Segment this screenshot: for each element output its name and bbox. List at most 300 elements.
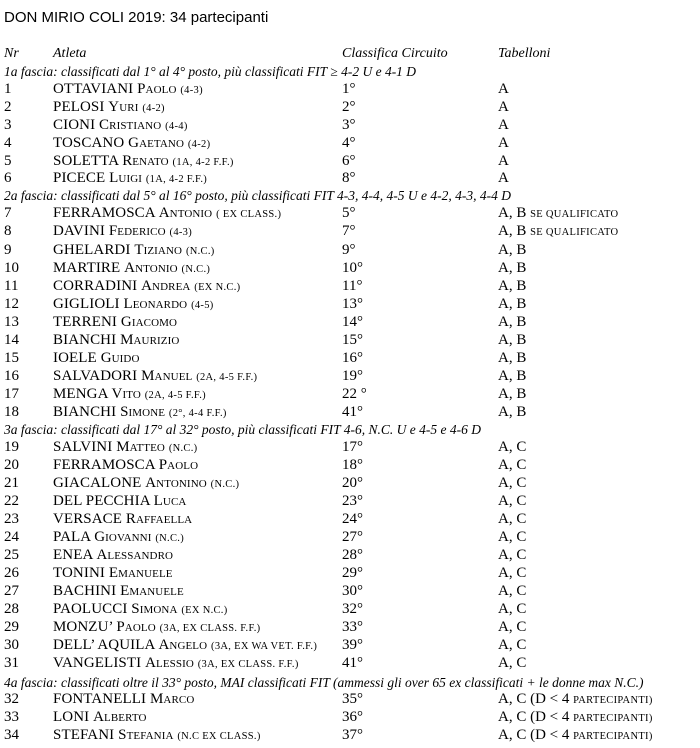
row-number: 19 xyxy=(4,439,19,455)
row-number: 2 xyxy=(4,99,12,115)
header-classifica: Classifica Circuito xyxy=(342,46,448,61)
row-number: 17 xyxy=(4,386,19,402)
draw-cell xyxy=(498,564,526,582)
draw-cell xyxy=(498,204,618,224)
circuit-position: 13° xyxy=(342,296,363,312)
circuit-position: 16° xyxy=(342,350,363,366)
athlete-surname: FERRAMOSCA xyxy=(53,205,155,221)
draw-value: A, C xyxy=(498,511,527,527)
draw-value: A, B xyxy=(498,278,527,294)
draw-value: A, C xyxy=(498,655,527,671)
athlete-ranking-note: (2A, 4-5 F.F.) xyxy=(144,390,206,401)
draw-note: SE QUALIFICATO xyxy=(530,209,619,220)
table-row xyxy=(0,385,700,403)
row-number: 11 xyxy=(4,278,19,294)
athlete-surname: CORRADINI xyxy=(53,278,138,294)
row-number: 4 xyxy=(4,135,12,151)
draw-cell xyxy=(498,169,509,187)
table-row xyxy=(0,331,700,349)
athlete-surname: MARTIRE xyxy=(53,260,121,276)
athlete-name xyxy=(53,313,177,331)
circuit-position: 35° xyxy=(342,691,363,707)
athlete-name xyxy=(53,600,228,620)
row-number: 10 xyxy=(4,260,19,276)
athlete-ranking-note: ( EX CLASS.) xyxy=(216,209,282,220)
band-heading: 3a fascia: classificati dal 17° al 32° posto, più classificati FIT 4-6, N.C. U e 4-5 e 4-6 D xyxy=(4,422,482,437)
circuit-position: 33° xyxy=(342,619,363,635)
table-row xyxy=(0,600,700,618)
row-number: 33 xyxy=(4,709,19,725)
athlete-ranking-note: (N.C.) xyxy=(155,533,184,544)
athlete-surname: GHELARDI xyxy=(53,242,131,258)
draw-cell xyxy=(498,349,526,367)
row-number: 34 xyxy=(4,727,19,743)
draw-value: A, C xyxy=(498,457,527,473)
athlete-first-name: Stefania xyxy=(118,727,174,743)
athlete-name xyxy=(53,582,184,600)
table-row xyxy=(0,528,700,546)
draw-value: A, B xyxy=(498,350,527,366)
athlete-surname: SALVADORI xyxy=(53,368,138,384)
athlete-ranking-note: (N.C EX CLASS.) xyxy=(177,731,261,742)
row-number: 13 xyxy=(4,314,19,330)
athlete-first-name: Renato xyxy=(122,153,169,169)
draw-cell xyxy=(498,385,526,403)
athlete-name xyxy=(53,222,192,242)
draw-cell xyxy=(498,546,526,564)
athlete-name xyxy=(53,690,194,708)
table-row xyxy=(0,259,700,277)
draw-cell xyxy=(498,367,526,385)
draw-value: A, C xyxy=(498,601,527,617)
draw-value: A xyxy=(498,117,509,133)
draw-cell xyxy=(498,331,526,349)
athlete-name xyxy=(53,80,203,100)
row-number: 28 xyxy=(4,601,19,617)
circuit-position: 36° xyxy=(342,709,363,725)
athlete-first-name: Luca xyxy=(153,493,187,509)
table-row xyxy=(0,116,700,134)
draw-value: A, C xyxy=(498,583,527,599)
table-row xyxy=(0,492,700,510)
athlete-name xyxy=(53,367,257,387)
athlete-first-name: Raffaella xyxy=(125,511,193,527)
athlete-name xyxy=(53,636,317,656)
draw-value: A, B xyxy=(498,368,527,384)
row-number: 25 xyxy=(4,547,19,563)
athlete-name xyxy=(53,259,210,279)
athlete-name xyxy=(53,456,198,474)
athlete-surname: PICECE xyxy=(53,170,106,186)
athlete-ranking-note: (N.C.) xyxy=(210,479,240,490)
athlete-name xyxy=(53,546,173,564)
band-heading: 2a fascia: classificati dal 5° al 16° posto, più classificati FIT 4-3, 4-4, 4-5 U e 4-2, 4-3, 4-4 D xyxy=(4,188,512,203)
athlete-ranking-note: (2°, 4-4 F.F.) xyxy=(168,408,227,419)
athlete-ranking-note: (4-2) xyxy=(187,139,211,150)
athlete-surname: DAVINI xyxy=(53,223,105,239)
circuit-position: 3° xyxy=(342,117,356,133)
table-row xyxy=(0,564,700,582)
athlete-surname: ENEA xyxy=(53,547,93,563)
circuit-position: 15° xyxy=(342,332,363,348)
circuit-position: 4° xyxy=(342,135,356,151)
athlete-ranking-note: (1A, 4-2 F.F.) xyxy=(172,157,234,168)
athlete-name xyxy=(53,618,260,638)
athlete-surname: IOELE xyxy=(53,350,97,366)
circuit-position: 5° xyxy=(342,205,356,221)
draw-cell xyxy=(498,600,526,618)
table-row xyxy=(0,152,700,170)
draw-note: PARTECIPANTI) xyxy=(573,695,653,706)
row-number: 8 xyxy=(4,223,12,239)
draw-value: A xyxy=(498,153,509,169)
athlete-first-name: Gaetano xyxy=(128,135,185,151)
table-row xyxy=(0,169,700,187)
athlete-surname: SOLETTA xyxy=(53,153,119,169)
draw-value: A, C (D < 4 xyxy=(498,709,570,725)
athlete-first-name: Giacomo xyxy=(120,314,178,330)
draw-value: A, B xyxy=(498,205,527,221)
circuit-position: 32° xyxy=(342,601,363,617)
row-number: 6 xyxy=(4,170,12,186)
draw-value: A, C xyxy=(498,529,527,545)
table-row xyxy=(0,367,700,385)
athlete-surname: MENGA xyxy=(53,386,108,402)
row-number: 26 xyxy=(4,565,19,581)
circuit-position: 18° xyxy=(342,457,363,473)
athlete-ranking-note: (3A, EX CLASS. F.F.) xyxy=(197,659,299,670)
draw-value: A, C (D < 4 xyxy=(498,727,570,743)
athlete-name xyxy=(53,134,210,154)
draw-cell xyxy=(498,690,653,710)
page-title: DON MIRIO COLI 2019: 34 partecipanti xyxy=(4,9,269,26)
header-tabelloni: Tabelloni xyxy=(498,46,551,61)
athlete-first-name: Antonio xyxy=(124,260,178,276)
athlete-first-name: Alessandro xyxy=(96,547,174,563)
draw-cell xyxy=(498,492,526,510)
draw-cell xyxy=(498,222,618,242)
athlete-ranking-note: (N.C.) xyxy=(185,246,215,257)
draw-cell xyxy=(498,654,526,672)
athlete-surname: OTTAVIANI xyxy=(53,81,134,97)
table-row xyxy=(0,241,700,259)
athlete-ranking-note: (N.C.) xyxy=(168,443,198,454)
table-row xyxy=(0,403,700,421)
row-number: 9 xyxy=(4,242,12,258)
draw-value: A, B xyxy=(498,404,527,420)
draw-cell xyxy=(498,98,509,116)
row-number: 15 xyxy=(4,350,19,366)
row-number: 32 xyxy=(4,691,19,707)
draw-cell xyxy=(498,708,653,728)
athlete-first-name: Emanuele xyxy=(120,583,184,599)
draw-value: A, C xyxy=(498,565,527,581)
circuit-position: 28° xyxy=(342,547,363,563)
row-number: 31 xyxy=(4,655,19,671)
athlete-name xyxy=(53,204,281,224)
draw-cell xyxy=(498,618,526,636)
table-row xyxy=(0,277,700,295)
row-number: 18 xyxy=(4,404,19,420)
athlete-first-name: Simona xyxy=(131,601,178,617)
table-row xyxy=(0,295,700,313)
athlete-surname: TONINI xyxy=(53,565,105,581)
row-number: 29 xyxy=(4,619,19,635)
draw-value: A, C xyxy=(498,637,527,653)
athlete-name xyxy=(53,492,186,510)
athlete-first-name: Andrea xyxy=(141,278,191,294)
athlete-first-name: Guido xyxy=(100,350,140,366)
athlete-name xyxy=(53,474,239,494)
athlete-first-name: Paolo xyxy=(116,619,156,635)
circuit-position: 30° xyxy=(342,583,363,599)
row-number: 3 xyxy=(4,117,12,133)
table-row xyxy=(0,510,700,528)
table-row xyxy=(0,636,700,654)
circuit-position: 14° xyxy=(342,314,363,330)
band-heading: 4a fascia: classificati oltre il 33° posto, MAI classificati FIT (ammessi gli over 65 ex classificati + le donne max N.C.) xyxy=(4,675,644,690)
athlete-surname: PALA xyxy=(53,529,91,545)
athlete-surname: BIANCHI xyxy=(53,332,117,348)
row-number: 7 xyxy=(4,205,12,221)
row-number: 1 xyxy=(4,81,12,97)
athlete-ranking-note: (N.C.) xyxy=(181,264,211,275)
athlete-surname: SALVINI xyxy=(53,439,113,455)
athlete-first-name: Leonardo xyxy=(123,296,188,312)
athlete-name xyxy=(53,295,214,315)
draw-value: A, C xyxy=(498,547,527,563)
row-number: 24 xyxy=(4,529,19,545)
athlete-surname: PAOLUCCI xyxy=(53,601,128,617)
draw-value: A, B xyxy=(498,242,527,258)
athlete-first-name: Tiziano xyxy=(134,242,183,258)
athlete-first-name: Alberto xyxy=(93,709,147,725)
circuit-position: 20° xyxy=(342,475,363,491)
athlete-name xyxy=(53,403,227,423)
band-heading: 1a fascia: classificati dal 1° al 4° posto, più classificati FIT ≥ 4-2 U e 4-1 D xyxy=(4,64,417,79)
draw-value: A, B xyxy=(498,314,527,330)
row-number: 16 xyxy=(4,368,19,384)
athlete-surname: STEFANI xyxy=(53,727,115,743)
table-row xyxy=(0,582,700,600)
athlete-surname: TOSCANO xyxy=(53,135,125,151)
athlete-surname: VANGELISTI xyxy=(53,655,142,671)
draw-cell xyxy=(498,313,526,331)
athlete-name xyxy=(53,528,184,548)
athlete-ranking-note: (EX N.C.) xyxy=(181,605,228,616)
row-number: 22 xyxy=(4,493,19,509)
draw-cell xyxy=(498,456,526,474)
draw-cell xyxy=(498,403,526,421)
draw-cell xyxy=(498,80,509,98)
athlete-first-name: Cristiano xyxy=(99,117,162,133)
draw-cell xyxy=(498,259,526,277)
athlete-surname: TERRENI xyxy=(53,314,118,330)
athlete-name xyxy=(53,726,261,746)
athlete-surname: FONTANELLI xyxy=(53,691,147,707)
circuit-position: 1° xyxy=(342,81,356,97)
athlete-surname: GIGLIOLI xyxy=(53,296,120,312)
athlete-ranking-note: (3A, EX WA VET. F.F.) xyxy=(211,641,318,652)
draw-value: A, C (D < 4 xyxy=(498,691,570,707)
athlete-first-name: Federico xyxy=(108,223,166,239)
circuit-position: 9° xyxy=(342,242,356,258)
table-row xyxy=(0,456,700,474)
athlete-name xyxy=(53,116,188,136)
draw-value: A, C xyxy=(498,493,527,509)
athlete-first-name: Maurizio xyxy=(120,332,180,348)
athlete-name xyxy=(53,277,240,297)
table-row xyxy=(0,618,700,636)
circuit-position: 23° xyxy=(342,493,363,509)
athlete-ranking-note: (1A, 4-2 F.F.) xyxy=(145,174,208,185)
draw-cell xyxy=(498,636,526,654)
draw-cell xyxy=(498,134,509,152)
circuit-position: 41° xyxy=(342,655,363,671)
table-row xyxy=(0,349,700,367)
athlete-name xyxy=(53,169,207,189)
athlete-name xyxy=(53,385,206,405)
athlete-first-name: Yuri xyxy=(108,99,139,115)
circuit-position: 29° xyxy=(342,565,363,581)
athlete-surname: DEL PECCHIA xyxy=(53,493,150,509)
athlete-surname: BIANCHI xyxy=(53,404,117,420)
draw-cell xyxy=(498,582,526,600)
row-number: 30 xyxy=(4,637,19,653)
draw-note: PARTECIPANTI) xyxy=(573,713,653,724)
row-number: 21 xyxy=(4,475,19,491)
table-row xyxy=(0,204,700,222)
athlete-name xyxy=(53,438,197,458)
athlete-surname: MONZU’ xyxy=(53,619,113,635)
draw-cell xyxy=(498,277,526,295)
draw-value: A, C xyxy=(498,475,527,491)
draw-value: A, B xyxy=(498,223,527,239)
athlete-first-name: Manuel xyxy=(141,368,193,384)
athlete-ranking-note: (4-5) xyxy=(191,300,214,311)
athlete-first-name: Antonino xyxy=(145,475,207,491)
draw-cell xyxy=(498,116,509,134)
draw-value: A, B xyxy=(498,296,527,312)
athlete-name xyxy=(53,510,192,528)
row-number: 23 xyxy=(4,511,19,527)
draw-value: A, B xyxy=(498,260,527,276)
athlete-name xyxy=(53,564,173,582)
athlete-name xyxy=(53,708,147,726)
circuit-position: 41° xyxy=(342,404,363,420)
table-row xyxy=(0,313,700,331)
athlete-first-name: Giovanni xyxy=(94,529,152,545)
athlete-name xyxy=(53,654,299,674)
circuit-position: 27° xyxy=(342,529,363,545)
athlete-surname: FERRAMOSCA xyxy=(53,457,155,473)
row-number: 27 xyxy=(4,583,19,599)
athlete-surname: DELL’ AQUILA xyxy=(53,637,155,653)
draw-value: A, B xyxy=(498,386,527,402)
athlete-ranking-note: (4-3) xyxy=(169,227,193,238)
circuit-position: 11° xyxy=(342,278,363,294)
draw-cell xyxy=(498,295,526,313)
athlete-name xyxy=(53,98,165,118)
athlete-first-name: Alessio xyxy=(145,655,194,671)
table-row xyxy=(0,654,700,672)
table-row xyxy=(0,474,700,492)
athlete-surname: VERSACE xyxy=(53,511,123,527)
circuit-position: 8° xyxy=(342,170,356,186)
athlete-surname: PELOSI xyxy=(53,99,105,115)
table-row xyxy=(0,438,700,456)
circuit-position: 7° xyxy=(342,223,356,239)
athlete-surname: GIACALONE xyxy=(53,475,142,491)
athlete-first-name: Emanuele xyxy=(108,565,173,581)
circuit-position: 19° xyxy=(342,368,363,384)
athlete-name xyxy=(53,331,179,349)
table-row xyxy=(0,98,700,116)
circuit-position: 37° xyxy=(342,727,363,743)
draw-cell xyxy=(498,528,526,546)
draw-value: A, B xyxy=(498,332,527,348)
draw-value: A xyxy=(498,81,509,97)
draw-cell xyxy=(498,726,653,746)
draw-cell xyxy=(498,474,526,492)
athlete-first-name: Simone xyxy=(120,404,166,420)
draw-value: A, C xyxy=(498,619,527,635)
table-row xyxy=(0,726,700,744)
row-number: 14 xyxy=(4,332,19,348)
draw-note: PARTECIPANTI) xyxy=(573,731,653,742)
draw-cell xyxy=(498,241,526,259)
draw-value: A xyxy=(498,99,509,115)
circuit-position: 22 ° xyxy=(342,386,367,402)
draw-cell xyxy=(498,438,526,456)
row-number: 12 xyxy=(4,296,19,312)
table-row xyxy=(0,708,700,726)
draw-note: SE QUALIFICATO xyxy=(530,227,619,238)
athlete-first-name: Paolo xyxy=(137,81,177,97)
circuit-position: 17° xyxy=(342,439,363,455)
circuit-position: 39° xyxy=(342,637,363,653)
table-row xyxy=(0,546,700,564)
draw-cell xyxy=(498,510,526,528)
athlete-ranking-note: (2A, 4-5 F.F.) xyxy=(196,372,258,383)
header-nr: Nr xyxy=(4,46,19,61)
athlete-name xyxy=(53,241,215,261)
athlete-first-name: Vito xyxy=(111,386,141,402)
athlete-first-name: Angelo xyxy=(158,637,208,653)
athlete-first-name: Matteo xyxy=(116,439,165,455)
athlete-first-name: Paolo xyxy=(158,457,199,473)
athlete-name xyxy=(53,349,140,367)
row-number: 20 xyxy=(4,457,19,473)
table-row xyxy=(0,80,700,98)
table-row xyxy=(0,134,700,152)
athlete-surname: LONI xyxy=(53,709,90,725)
draw-value: A xyxy=(498,170,509,186)
draw-value: A, C xyxy=(498,439,527,455)
athlete-surname: BACHINI xyxy=(53,583,117,599)
circuit-position: 6° xyxy=(342,153,356,169)
row-number: 5 xyxy=(4,153,12,169)
circuit-position: 24° xyxy=(342,511,363,527)
table-row xyxy=(0,222,700,240)
athlete-first-name: Marco xyxy=(149,691,195,707)
table-row xyxy=(0,690,700,708)
athlete-first-name: Luigi xyxy=(109,170,143,186)
athlete-ranking-note: (3A, EX CLASS. F.F.) xyxy=(159,623,261,634)
header-atleta: Atleta xyxy=(53,46,87,61)
athlete-surname: CIONI xyxy=(53,117,96,133)
draw-value: A xyxy=(498,135,509,151)
